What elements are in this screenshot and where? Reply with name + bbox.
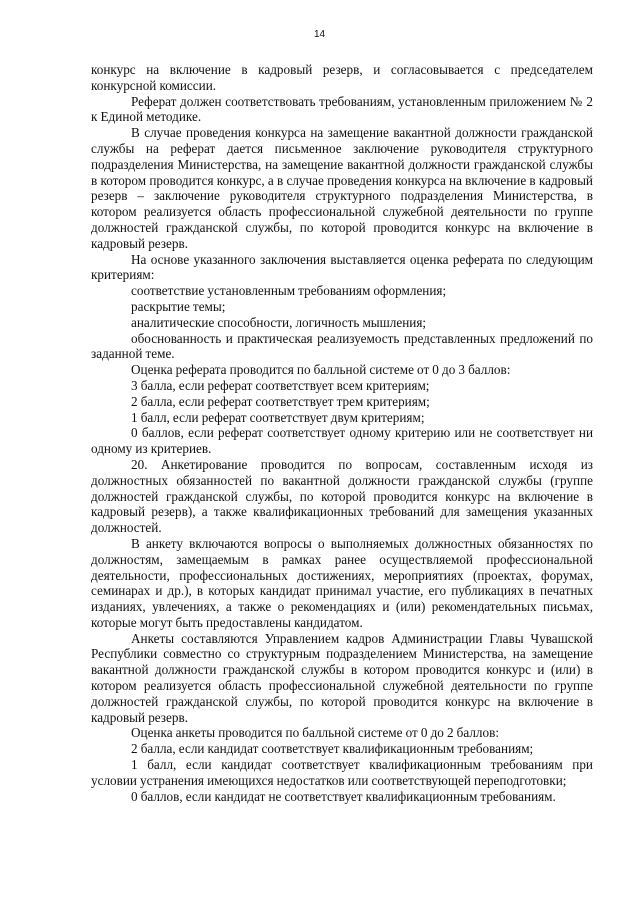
paragraph: На основе указанного заключения выставляется оценка реферата по следующим критериям: (91, 251, 593, 283)
paragraph: Оценка реферата проводится по балльной системе от 0 до 3 баллов: (131, 362, 511, 378)
score-item: 2 балла, если реферат соответствует трем критериям; (131, 393, 430, 409)
criteria-item: раскрытие темы; (131, 298, 226, 314)
paragraph: Реферат должен соответствовать требованиям, установленным приложением № 2 к Единой методике. (91, 93, 593, 125)
score-item: 3 балла, если реферат соответствует всем критериям; (131, 377, 430, 393)
score-item: 0 баллов, если реферат соответствует одному критерию или не соответствует ни одному из критериев. (91, 425, 593, 457)
score-item: 1 балл, если реферат соответствует двум критериям; (131, 409, 425, 425)
paragraph: 20. Анкетирование проводится по вопросам, составленным исходя из должностных обязанностей по вакантной должности гражданской службы (группе должностей гражданской службы, по которой проводится конкурс на включение в кадровый резерв), а также квалификационных требований для замещения указанных должностей. (91, 456, 593, 536)
paragraph: Анкеты составляются Управлением кадров Администрации Главы Чувашской Республики совместно со структурным подразделением Министерства, на замещение вакантной должности гражданской службы в котором проводится конкурс и (или) в котором реализуется область профессиональной служебной деятельности по группе должностей гражданской службы, по которой проводится конкурс на включение в кадровый резерв. (91, 630, 593, 725)
paragraph: В случае проведения конкурса на замещение вакантной должности гражданской службы на реферат дается письменное заключение руководителя структурного подразделения Министерства, на замещение вакантной должности гражданской службы в котором проводится конкурс, а в случае проведения конкурса на включение в кадровый резерв – заключение руководителя структурного подразделения Министерства, в котором реализуется область профессиональной служебной деятельности по группе должностей гражданской службы, по которой проводится конкурс на включение в кадровый резерв. (91, 125, 593, 251)
criteria-item: соответствие установленным требованиям оформления; (131, 283, 447, 299)
paragraph: Оценка анкеты проводится по балльной системе от 0 до 2 баллов: (131, 725, 499, 741)
page-number: 14 (313, 29, 326, 40)
paragraph: конкурс на включение в кадровый резерв, и согласовывается с председателем конкурсной комиссии. (91, 62, 593, 93)
paragraph: В анкету включаются вопросы о выполняемых должностных обязанностях по должностям, замещаемым в рамках ранее осуществляемой профессиональной деятельности, профессиональных достижениях, мероприятиях (проектах, форумах, семинарах и др.), в которых кандидат принимал участие, его публикациях в печатных изданиях, увлечениях, а также о рекомендациях и (или) рекомендательных письмах, которые могут быть предоставлены кандидатом. (91, 535, 593, 630)
page-body (91, 62, 593, 804)
criteria-item: обоснованность и практическая реализуемость представленных предложений по заданной теме. (91, 330, 593, 362)
criteria-item: аналитические способности, логичность мышления; (131, 314, 427, 330)
score-item: 2 балла, если кандидат соответствует квалификационным требованиям; (131, 741, 534, 757)
score-item: 0 баллов, если кандидат не соответствует квалификационным требованиям. (131, 788, 556, 804)
score-item: 1 балл, если кандидат соответствует квалификационным требованиям при условии устранения имеющихся недостатков или соответствующей переподготовки; (91, 757, 593, 788)
